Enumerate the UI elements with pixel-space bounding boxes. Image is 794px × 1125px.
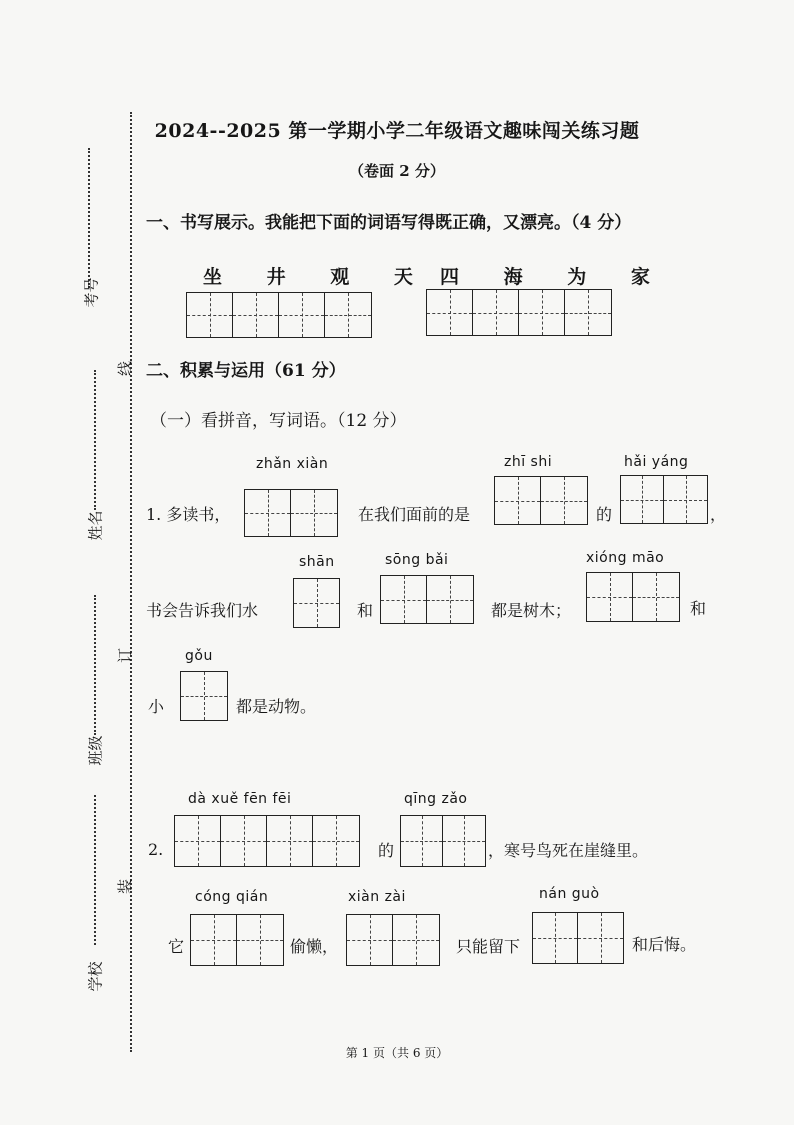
q1-line2-he2: 和: [690, 599, 707, 618]
pinyin-daxuefenfei: dà xuě fēn fēi: [188, 791, 292, 807]
answer-cell[interactable]: [427, 576, 473, 623]
name-underline: [94, 370, 96, 510]
answer-cell[interactable]: [245, 490, 291, 536]
q1-line2-he: 和: [357, 601, 374, 620]
q1-prefix: 1. 多读书，: [146, 505, 231, 524]
page-footer: 第 1 页（共 6 页）: [345, 1046, 449, 1060]
writing-cell[interactable]: [233, 293, 279, 337]
class-label: 班级: [86, 735, 105, 766]
answer-cell[interactable]: [495, 477, 541, 524]
writing-cell[interactable]: [473, 290, 519, 335]
answer-cell[interactable]: [393, 915, 439, 965]
pinyin-songbai: sōng bǎi: [385, 552, 449, 568]
pinyin-congqian: cóng qián: [195, 889, 269, 905]
answer-cell[interactable]: [541, 477, 587, 524]
q2-de: 的: [378, 841, 395, 860]
pinyin-zhanxian: zhǎn xiàn: [256, 456, 329, 472]
answer-cell[interactable]: [347, 915, 393, 965]
answer-cell[interactable]: [313, 816, 359, 866]
q2-line2-end: 和后悔。: [632, 935, 697, 954]
q2-line1-end: ，寒号鸟死在崖缝里。: [488, 841, 649, 860]
answer-cell[interactable]: [578, 913, 623, 963]
answer-cell[interactable]: [533, 913, 578, 963]
answer-cell[interactable]: [633, 573, 679, 621]
q1-line2-mid: 都是树木；: [491, 601, 572, 620]
answer-cell[interactable]: [401, 816, 443, 866]
name-label: 姓名: [86, 510, 105, 541]
class-underline: [94, 595, 96, 735]
answer-grid-xiongmao[interactable]: [586, 572, 680, 622]
exam-no-label: 考号: [82, 277, 101, 308]
answer-grid-songbai[interactable]: [380, 575, 474, 624]
binding-order-char: 订: [116, 647, 135, 664]
answer-cell[interactable]: [621, 476, 664, 523]
answer-grid-haiyang[interactable]: [620, 475, 708, 524]
writing-cell[interactable]: [427, 290, 473, 335]
subsection1-heading: （一）看拼音，写词语。（12 分）: [150, 411, 407, 431]
school-label: 学校: [86, 961, 105, 992]
q1-line3-prefix: 小: [148, 697, 165, 716]
writing-grid-2[interactable]: [426, 289, 612, 336]
page-title: 2024--2025 第一学期小学二年级语文趣味闯关练习题: [154, 120, 640, 142]
word-label-2: 四 海 为 家: [440, 266, 669, 288]
pinyin-nanguo: nán guò: [539, 886, 600, 902]
q2-line2-mid: 偷懒，: [290, 937, 339, 956]
answer-cell[interactable]: [291, 490, 337, 536]
writing-cell[interactable]: [325, 293, 371, 337]
writing-cell[interactable]: [565, 290, 611, 335]
pinyin-zhishi: zhī shi: [504, 454, 553, 470]
answer-grid-gou[interactable]: [180, 671, 228, 721]
answer-cell[interactable]: [664, 476, 707, 523]
binding-line-char: 线: [116, 360, 135, 377]
pinyin-xiongmao: xióng māo: [586, 550, 665, 566]
q1-line3-end: 都是动物。: [236, 697, 317, 716]
q2-prefix: 2.: [148, 840, 164, 859]
answer-cell[interactable]: [191, 915, 237, 965]
answer-cell[interactable]: [443, 816, 485, 866]
section1-heading: 一、书写展示。我能把下面的词语写得既正确，又漂亮。（4 分）: [146, 213, 632, 233]
answer-grid-congqian[interactable]: [190, 914, 284, 966]
answer-cell[interactable]: [175, 816, 221, 866]
answer-grid-xianzai[interactable]: [346, 914, 440, 966]
answer-cell[interactable]: [587, 573, 633, 621]
answer-grid-qingzao[interactable]: [400, 815, 486, 867]
q1-end: ，: [710, 505, 727, 524]
pinyin-xianzai: xiàn zài: [348, 889, 406, 905]
answer-grid-nanguo[interactable]: [532, 912, 624, 964]
binding-dotted-line: [130, 112, 132, 1052]
q2-line2-prefix: 它: [168, 937, 185, 956]
q1-de: 的: [596, 505, 613, 524]
answer-cell[interactable]: [267, 816, 313, 866]
q1-mid: 在我们面前的是: [358, 505, 471, 524]
answer-cell[interactable]: [237, 915, 283, 965]
answer-grid-zhanxian[interactable]: [244, 489, 338, 537]
answer-cell[interactable]: [181, 672, 227, 720]
binding-bind-char: 装: [116, 878, 135, 895]
word-label-1: 坐 井 观 天: [203, 266, 432, 288]
answer-cell[interactable]: [294, 579, 339, 627]
answer-cell[interactable]: [221, 816, 267, 866]
writing-cell[interactable]: [519, 290, 565, 335]
school-underline: [94, 795, 96, 945]
pinyin-shan: shān: [299, 554, 335, 570]
writing-cell[interactable]: [279, 293, 325, 337]
writing-grid-1[interactable]: [186, 292, 372, 338]
q1-line2-prefix: 书会告诉我们水: [146, 601, 259, 620]
writing-cell[interactable]: [187, 293, 233, 337]
pinyin-qingzao: qīng zǎo: [404, 791, 468, 807]
q2-line2-mid2: 只能留下: [456, 937, 521, 956]
answer-grid-zhishi[interactable]: [494, 476, 588, 525]
answer-grid-shan[interactable]: [293, 578, 340, 628]
answer-cell[interactable]: [381, 576, 427, 623]
page-subtitle: （卷面 2 分）: [349, 162, 445, 180]
section2-heading: 二、积累与运用（61 分）: [146, 361, 346, 381]
pinyin-haiyang: hǎi yáng: [624, 454, 689, 470]
answer-grid-daxuefenfei[interactable]: [174, 815, 360, 867]
pinyin-gou: gǒu: [185, 648, 213, 664]
